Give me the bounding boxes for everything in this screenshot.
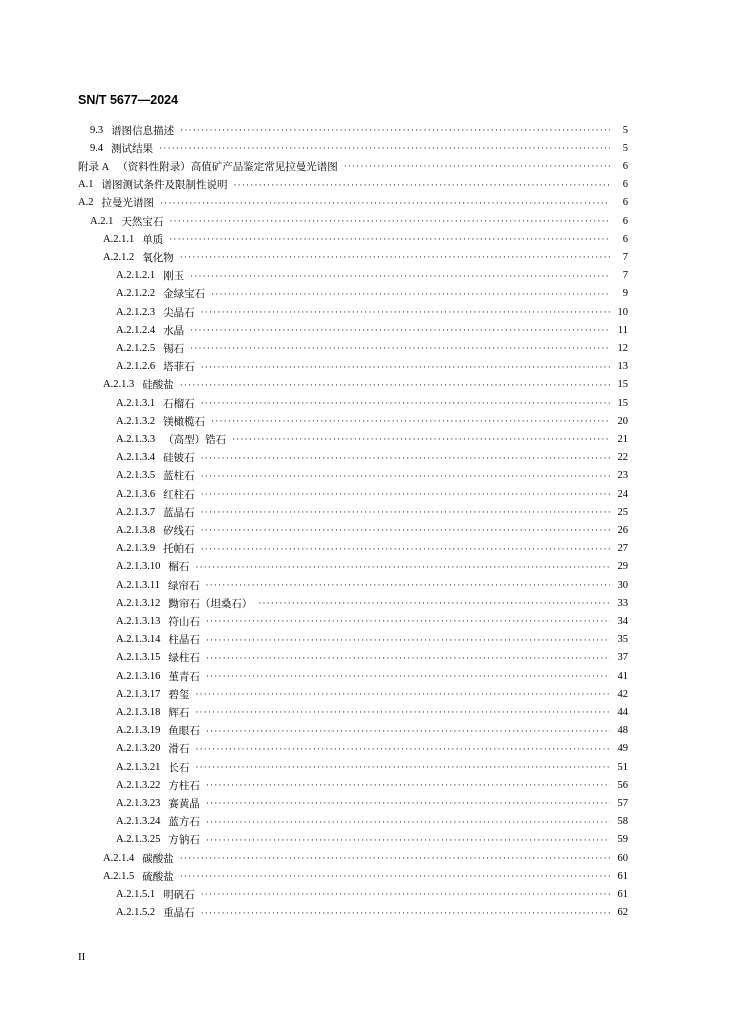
toc-entry-page: 35: [617, 634, 628, 646]
toc-entry-title: 天然宝石: [121, 216, 164, 228]
toc-entry-title: 尖晶石: [163, 307, 195, 319]
toc-entry-page: 60: [617, 852, 628, 864]
toc-entry-page: 30: [617, 579, 628, 591]
toc-entry-page: 27: [617, 543, 628, 555]
dot-leader: [195, 685, 610, 703]
toc-entry-title: 测试结果: [111, 143, 154, 155]
dot-leader: [180, 849, 610, 867]
document-header: SN/T 5677—2024: [78, 93, 179, 107]
dot-leader: [211, 412, 610, 430]
toc-entry-page: 51: [617, 761, 628, 773]
dot-leader: [201, 358, 610, 376]
toc-entry[interactable]: [116, 503, 628, 521]
toc-entry-page: 6: [622, 179, 628, 191]
dot-leader: [206, 776, 610, 794]
toc-entry[interactable]: [78, 194, 628, 212]
toc-entry-number: A.2.1: [90, 215, 114, 227]
toc-entry-number: A.2.1.2.6: [116, 361, 156, 373]
toc-entry-page: 42: [617, 688, 628, 700]
toc-entry-page: 22: [617, 452, 628, 464]
dot-leader: [195, 758, 610, 776]
toc-entry-page: 5: [622, 124, 628, 136]
toc-entry[interactable]: [116, 758, 628, 776]
toc-entry-title: 重晶石: [163, 908, 195, 920]
toc-entry-title: 刚玉: [163, 271, 185, 283]
toc-entry[interactable]: [78, 176, 628, 194]
toc-entry[interactable]: [78, 157, 628, 175]
toc-entry-page: 25: [617, 506, 628, 518]
toc-entry[interactable]: [116, 467, 628, 485]
dot-leader: [180, 867, 610, 885]
toc-entry-number: A.2.1.5: [103, 870, 135, 882]
toc-entry-title: （高型）锆石: [163, 434, 227, 446]
toc-entry-page: 9: [622, 288, 628, 300]
dot-leader: [190, 267, 610, 285]
toc-entry-page: 10: [617, 306, 628, 318]
toc-entry-number: A.2.1.5.2: [116, 907, 156, 919]
toc-entry-title: 绿帘石: [167, 580, 200, 592]
toc-entry-page: 59: [617, 834, 628, 846]
toc-entry[interactable]: [116, 685, 628, 703]
toc-entry-title: 单质: [142, 234, 164, 246]
toc-entry-number: A.2.1.2.4: [116, 324, 156, 336]
dot-leader: [180, 121, 610, 139]
dot-leader: [201, 394, 610, 412]
toc-entry-page: 62: [617, 907, 628, 919]
dot-leader: [201, 904, 610, 922]
toc-entry[interactable]: [116, 285, 628, 303]
toc-entry-number: A.2.1.3.25: [116, 834, 161, 846]
toc-entry[interactable]: [116, 904, 628, 922]
toc-entry-title: 硫酸盐: [142, 871, 174, 883]
toc-entry-page: 26: [617, 524, 628, 536]
toc-entry-title: 柱晶石: [168, 635, 200, 647]
toc-entry-number: A.2.1.3.6: [116, 488, 156, 500]
toc-entry-number: A.2.1.3.15: [116, 652, 161, 664]
toc-entry-number: A.2: [78, 197, 94, 209]
toc-entry-title: 堇青石: [168, 671, 200, 683]
dot-leader: [232, 430, 610, 448]
toc-entry-number: A.2.1.3.17: [116, 688, 161, 700]
toc-entry-title: 氧化物: [142, 252, 174, 264]
toc-entry[interactable]: [116, 339, 628, 357]
toc-entry[interactable]: [116, 722, 628, 740]
toc-entry-page: 20: [617, 415, 628, 427]
toc-entry-title: 托帕石: [163, 544, 195, 556]
toc-entry-page: 15: [617, 397, 628, 409]
toc-entry[interactable]: [116, 831, 628, 849]
toc-entry-title: 鱼眼石: [168, 726, 200, 738]
dot-leader: [201, 303, 610, 321]
toc-entry-number: A.2.1.3.13: [116, 615, 161, 627]
toc-entry-page: 5: [622, 142, 628, 154]
toc-entry[interactable]: [116, 667, 628, 685]
toc-entry-page: 12: [617, 342, 628, 354]
toc-entry-page: 41: [617, 670, 628, 682]
toc-entry-title: 蓝柱石: [163, 471, 195, 483]
dot-leader: [169, 212, 610, 230]
toc-entry-title: 石榴石: [163, 398, 195, 410]
toc-entry[interactable]: [116, 267, 628, 285]
toc-entry-number: A.2.1.3.8: [116, 524, 156, 536]
toc-entry[interactable]: [103, 867, 628, 885]
toc-entry-number: A.2.1.3.10: [116, 561, 161, 573]
toc-entry-page: 24: [617, 488, 628, 500]
toc-entry-page: 56: [617, 779, 628, 791]
toc-entry-number: A.2.1.3.14: [116, 634, 161, 646]
toc-entry-page: 7: [622, 251, 628, 263]
toc-entry-title: 谱图信息描述: [111, 125, 175, 137]
dot-leader: [195, 558, 610, 576]
toc-entry-number: 附录 A: [78, 161, 110, 173]
toc-entry-title: 榍石: [168, 562, 190, 574]
toc-entry-number: A.2.1.2.5: [116, 342, 156, 354]
toc-entry-number: A.2.1.2: [103, 251, 135, 263]
dot-leader: [258, 594, 610, 612]
toc-entry[interactable]: [116, 703, 628, 721]
toc-entry-title: 碳酸盐: [142, 853, 174, 865]
toc-entry[interactable]: [116, 358, 628, 376]
toc-entry-page: 21: [617, 433, 628, 445]
toc-entry-title: 明矾石: [163, 889, 195, 901]
toc-entry-number: A.2.1.3.1: [116, 397, 156, 409]
toc-entry-number: A.2.1.3.24: [116, 816, 161, 828]
toc-entry-number: A.1: [78, 179, 94, 191]
dot-leader: [180, 248, 610, 266]
toc-entry-page: 61: [617, 870, 628, 882]
toc-entry-number: 9.3: [90, 124, 104, 136]
toc-entry[interactable]: [116, 558, 628, 576]
toc-entry-title: 符山石: [168, 616, 200, 628]
dot-leader: [180, 376, 610, 394]
dot-leader: [201, 485, 610, 503]
dot-leader: [190, 339, 610, 357]
toc-entry-page: 33: [617, 597, 628, 609]
toc-entry-page: 58: [617, 816, 628, 828]
toc-entry-title: 蓝晶石: [163, 507, 195, 519]
dot-leader: [206, 631, 610, 649]
toc-entry-title: 赛黄晶: [168, 798, 200, 810]
toc-entry-number: A.2.1.3: [103, 379, 135, 391]
toc-entry-title: （资料性附录）高值矿产品鉴定常见拉曼光谱图: [117, 161, 338, 173]
toc-entry-number: A.2.1.3.3: [116, 433, 156, 445]
toc-entry-title: 金绿宝石: [163, 289, 206, 301]
toc-entry-number: A.2.1.3.20: [116, 743, 161, 755]
toc-entry-number: 9.4: [90, 142, 104, 154]
dot-leader: [206, 722, 610, 740]
toc-entry-page: 11: [617, 324, 628, 336]
dot-leader: [211, 285, 610, 303]
toc-entry-number: A.2.1.2.3: [116, 306, 156, 318]
toc-entry-page: 15: [617, 379, 628, 391]
toc-entry[interactable]: [103, 248, 628, 266]
toc-entry-number: A.2.1.3.12: [116, 597, 161, 609]
toc-entry[interactable]: [116, 576, 628, 594]
toc-entry-number: A.2.1.3.4: [116, 452, 156, 464]
dot-leader: [201, 503, 610, 521]
toc-entry[interactable]: [116, 612, 628, 630]
toc-entry-page: 34: [617, 615, 628, 627]
toc-entry-page: 57: [617, 797, 628, 809]
toc-entry[interactable]: [116, 740, 628, 758]
toc-entry[interactable]: [116, 412, 628, 430]
toc-entry-title: 拉曼光谱图: [101, 198, 154, 210]
toc-entry-title: 长石: [168, 762, 190, 774]
dot-leader: [201, 885, 610, 903]
toc-entry[interactable]: [116, 321, 628, 339]
toc-entry-title: 锡石: [163, 343, 185, 355]
toc-entry-title: 谱图测试条件及限制性说明: [101, 180, 228, 192]
toc-entry[interactable]: [103, 376, 628, 394]
page-number-footer: II: [78, 951, 86, 963]
toc-entry-title: 水晶: [163, 325, 185, 337]
toc-entry-page: 13: [617, 361, 628, 373]
toc-entry[interactable]: [116, 649, 628, 667]
toc-entry-number: A.2.1.3.7: [116, 506, 156, 518]
toc-entry[interactable]: [116, 794, 628, 812]
toc-entry[interactable]: [116, 521, 628, 539]
dot-leader: [160, 194, 610, 212]
toc-entry[interactable]: [116, 776, 628, 794]
toc-entry-title: 方钠石: [168, 835, 200, 847]
toc-entry[interactable]: [116, 594, 628, 612]
toc-entry-page: 6: [622, 233, 628, 245]
toc-entry[interactable]: [103, 849, 628, 867]
dot-leader: [201, 449, 610, 467]
toc-entry-number: A.2.1.2.1: [116, 270, 156, 282]
dot-leader: [206, 612, 610, 630]
toc-entry-title: 塔菲石: [163, 362, 195, 374]
toc-entry[interactable]: [90, 121, 628, 139]
toc-entry-number: A.2.1.4: [103, 852, 135, 864]
toc-entry[interactable]: [116, 449, 628, 467]
toc-entry-page: 7: [622, 270, 628, 282]
toc-entry-title: 镁橄榄石: [163, 416, 206, 428]
dot-leader: [195, 740, 610, 758]
toc-entry-title: 绿柱石: [168, 653, 200, 665]
toc-entry[interactable]: [116, 540, 628, 558]
toc-entry-title: 红柱石: [163, 489, 195, 501]
toc-entry-number: A.2.1.3.19: [116, 725, 161, 737]
toc-entry[interactable]: [116, 485, 628, 503]
dot-leader: [159, 139, 610, 157]
dot-leader: [206, 794, 610, 812]
toc-entry-page: 6: [622, 197, 628, 209]
toc-entry-number: A.2.1.3.9: [116, 543, 156, 555]
toc-entry[interactable]: [90, 212, 628, 230]
toc-entry-number: A.2.1.2.2: [116, 288, 156, 300]
toc-entry[interactable]: [116, 813, 628, 831]
toc-entry-title: 方柱石: [168, 780, 200, 792]
dot-leader: [206, 813, 610, 831]
toc-entry-number: A.2.1.3.16: [116, 670, 161, 682]
dot-leader: [201, 467, 610, 485]
dot-leader: [195, 703, 610, 721]
toc-entry[interactable]: [116, 631, 628, 649]
toc-entry-title: 碧玺: [168, 689, 190, 701]
dot-leader: [206, 649, 610, 667]
dot-leader: [201, 521, 610, 539]
toc-entry-number: A.2.1.1: [103, 233, 135, 245]
dot-leader: [206, 667, 610, 685]
toc-entry-title: 黝帘石（坦桑石）: [168, 598, 253, 610]
dot-leader: [205, 576, 610, 594]
toc-entry-title: 矽线石: [163, 525, 195, 537]
toc-entry-number: A.2.1.3.21: [116, 761, 161, 773]
toc-entry-number: A.2.1.3.2: [116, 415, 156, 427]
toc-entry-number: A.2.1.3.18: [116, 706, 161, 718]
toc-entry-title: 辉石: [168, 707, 190, 719]
toc-entry-title: 滑石: [168, 744, 190, 756]
toc-entry[interactable]: [90, 139, 628, 157]
dot-leader: [169, 230, 610, 248]
toc-entry-page: 61: [617, 888, 628, 900]
toc-entry-page: 44: [617, 706, 628, 718]
toc-entry[interactable]: [103, 230, 628, 248]
toc-entry-title: 硅酸盐: [142, 380, 174, 392]
dot-leader: [206, 831, 610, 849]
toc-entry[interactable]: [116, 430, 628, 448]
toc-entry[interactable]: [116, 885, 628, 903]
toc-entry-page: 6: [622, 215, 628, 227]
toc-entry-title: 蓝方石: [168, 817, 200, 829]
toc-entry-page: 29: [617, 561, 628, 573]
toc-entry-number: A.2.1.3.23: [116, 797, 161, 809]
dot-leader: [201, 540, 610, 558]
toc-entry-page: 49: [617, 743, 628, 755]
dot-leader: [233, 176, 610, 194]
dot-leader: [344, 157, 610, 175]
toc-entry-number: A.2.1.3.22: [116, 779, 161, 791]
toc-entry-number: A.2.1.3.5: [116, 470, 156, 482]
toc-entry[interactable]: [116, 394, 628, 412]
toc-entry-number: A.2.1.3.11: [116, 579, 160, 591]
toc-entry-title: 硅铍石: [163, 453, 195, 465]
toc-entry-number: A.2.1.5.1: [116, 888, 156, 900]
toc-entry-page: 37: [617, 652, 628, 664]
toc-entry[interactable]: [116, 303, 628, 321]
toc-entry-page: 48: [617, 725, 628, 737]
dot-leader: [190, 321, 610, 339]
toc-entry-page: 6: [622, 160, 628, 172]
toc-entry-page: 23: [617, 470, 628, 482]
